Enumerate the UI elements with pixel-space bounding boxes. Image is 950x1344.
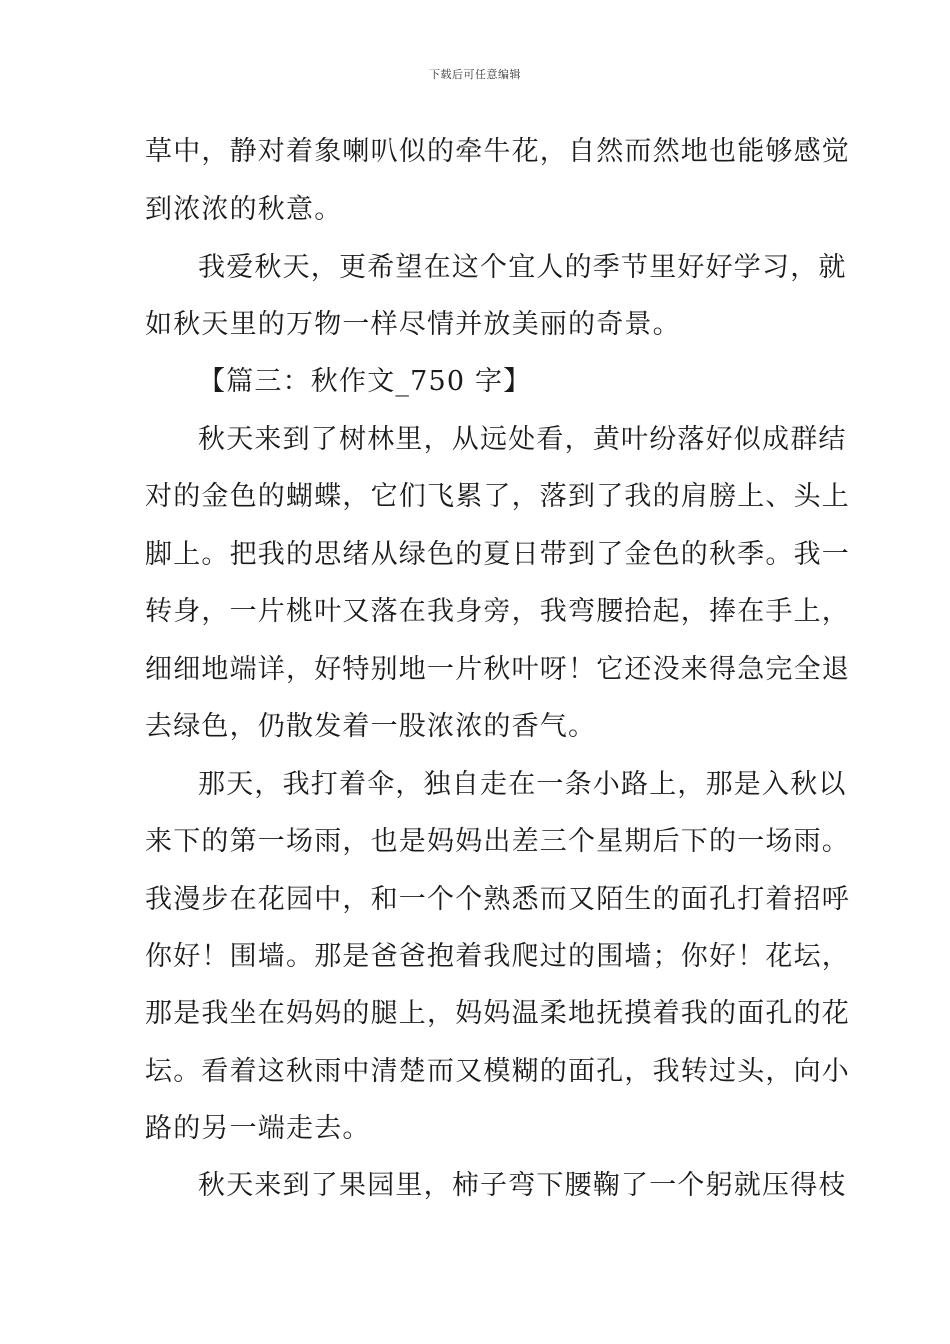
text-line: 脚上。把我的思绪从绿色的夏日带到了金色的秋季。我一 [145,539,850,570]
text-line: 坛。看着这秋雨中清楚而又模糊的面孔，我转过头，向小 [145,1056,850,1087]
paragraph-first-line: 我爱秋天，更希望在这个宜人的季节里好好学习，就 [198,252,847,283]
text-line: 去绿色，仍散发着一股浓浓的香气。 [145,711,597,742]
text-line: 转身，一片桃叶又落在我身旁，我弯腰拾起，捧在手上， [145,596,850,627]
text-line: 如秋天里的万物一样尽情并放美丽的奇景。 [145,309,681,340]
text-line: 我漫步在花园中，和一个个熟悉而又陌生的面孔打着招呼 [145,884,850,915]
header-note: 下载后可任意编辑 [429,68,521,81]
paragraph-first-line: 秋天来到了果园里，柿子弯下腰鞠了一个躬就压得枝 [198,1170,847,1201]
paragraph-first-line: 秋天来到了树林里，从远处看，黄叶纷落好似成群结 [198,424,847,455]
text-line: 草中，静对着象喇叭似的牵牛花，自然而然地也能够感觉 [145,136,850,167]
text-line: 到浓浓的秋意。 [145,194,343,225]
text-line: 你好！围墙。那是爸爸抱着我爬过的围墙；你好！花坛， [145,941,850,972]
paragraph-first-line: 那天，我打着伞，独自走在一条小路上，那是入秋以 [198,769,847,800]
section-heading: 【篇三：秋作文_750 字】 [198,366,532,397]
text-line: 路的另一端走去。 [145,1113,371,1144]
text-line: 细细地端详，好特别地一片秋叶呀！它还没来得急完全退 [145,654,850,685]
text-line: 对的金色的蝴蝶，它们飞累了，落到了我的肩膀上、头上 [145,481,850,512]
text-line: 那是我坐在妈妈的腿上，妈妈温柔地抚摸着我的面孔的花 [145,998,850,1029]
text-line: 来下的第一场雨，也是妈妈出差三个星期后下的一场雨。 [145,826,850,857]
